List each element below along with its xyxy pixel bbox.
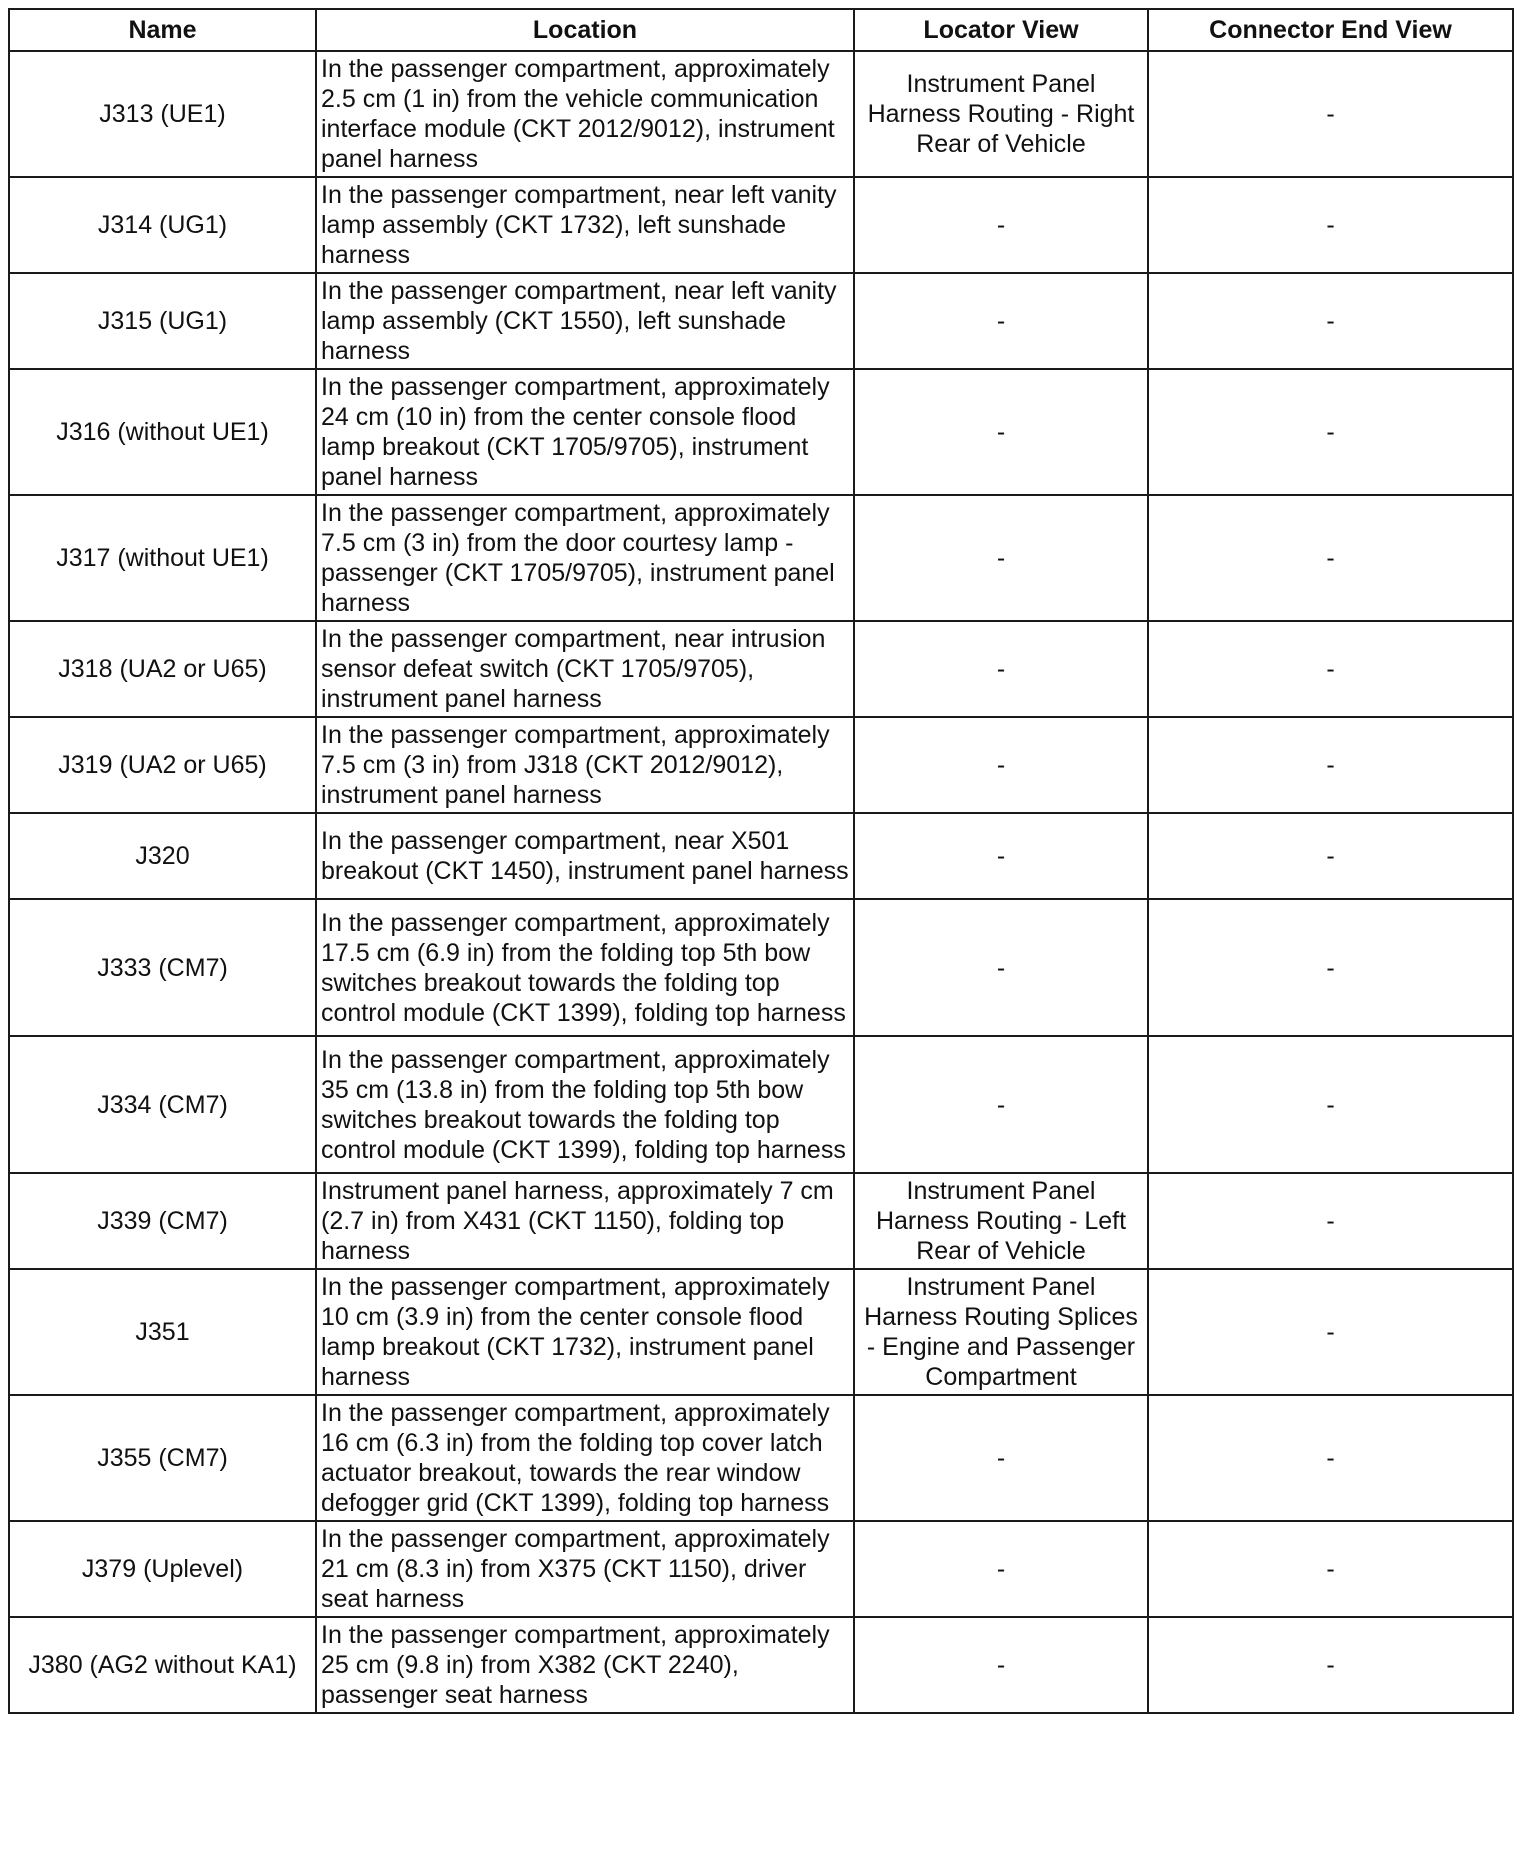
cell-locator-view: Instrument Panel Harness Routing Splices - Engine and Passenger Compartment: [854, 1269, 1148, 1395]
cell-connector-end-view: -: [1148, 1395, 1513, 1521]
cell-locator-view: -: [854, 273, 1148, 369]
table-row: [9, 1521, 1513, 1617]
splice-location-table: [8, 8, 1514, 1714]
cell-name: J318 (UA2 or U65): [9, 621, 316, 717]
cell-location: In the passenger compartment, approximately 35 cm (13.8 in) from the folding top 5th bow switches breakout towards the folding top control module (CKT 1399), folding top harness: [316, 1036, 854, 1173]
table-row: [9, 717, 1513, 813]
cell-connector-end-view: -: [1148, 177, 1513, 273]
table-body: [9, 51, 1513, 1713]
cell-connector-end-view: -: [1148, 813, 1513, 899]
cell-connector-end-view: -: [1148, 495, 1513, 621]
cell-location: In the passenger compartment, approximately 25 cm (9.8 in) from X382 (CKT 2240), passenger seat harness: [316, 1617, 854, 1713]
cell-name: J316 (without UE1): [9, 369, 316, 495]
table-row: [9, 1617, 1513, 1713]
cell-connector-end-view: -: [1148, 1173, 1513, 1269]
table-row: [9, 899, 1513, 1036]
table-row: [9, 621, 1513, 717]
header-row: [9, 9, 1513, 51]
cell-locator-view: -: [854, 1521, 1148, 1617]
cell-location: In the passenger compartment, approximately 10 cm (3.9 in) from the center console flood lamp breakout (CKT 1732), instrument panel harness: [316, 1269, 854, 1395]
table-row: [9, 369, 1513, 495]
table-row: [9, 177, 1513, 273]
header-name: Name: [9, 9, 316, 51]
cell-connector-end-view: -: [1148, 369, 1513, 495]
cell-location: In the passenger compartment, approximately 16 cm (6.3 in) from the folding top cover latch actuator breakout, towards the rear window defogger grid (CKT 1399), folding top harness: [316, 1395, 854, 1521]
table-header: [9, 9, 1513, 51]
cell-name: J320: [9, 813, 316, 899]
cell-name: J351: [9, 1269, 316, 1395]
cell-locator-view: Instrument Panel Harness Routing - Right Rear of Vehicle: [854, 51, 1148, 177]
cell-name: J379 (Uplevel): [9, 1521, 316, 1617]
splice-table-sheet: [8, 8, 1512, 1714]
cell-location: Instrument panel harness, approximately 7 cm (2.7 in) from X431 (CKT 1150), folding top harness: [316, 1173, 854, 1269]
cell-name: J315 (UG1): [9, 273, 316, 369]
cell-name: J333 (CM7): [9, 899, 316, 1036]
cell-locator-view: -: [854, 621, 1148, 717]
cell-location: In the passenger compartment, near left vanity lamp assembly (CKT 1550), left sunshade harness: [316, 273, 854, 369]
table-row: [9, 273, 1513, 369]
cell-name: J380 (AG2 without KA1): [9, 1617, 316, 1713]
table-row: [9, 51, 1513, 177]
cell-connector-end-view: -: [1148, 1036, 1513, 1173]
cell-name: J313 (UE1): [9, 51, 316, 177]
cell-locator-view: -: [854, 1395, 1148, 1521]
cell-location: In the passenger compartment, approximately 7.5 cm (3 in) from J318 (CKT 2012/9012), instrument panel harness: [316, 717, 854, 813]
cell-location: In the passenger compartment, near intrusion sensor defeat switch (CKT 1705/9705), instrument panel harness: [316, 621, 854, 717]
table-row: [9, 1036, 1513, 1173]
cell-location: In the passenger compartment, approximately 17.5 cm (6.9 in) from the folding top 5th bow switches breakout towards the folding top control module (CKT 1399), folding top harness: [316, 899, 854, 1036]
cell-locator-view: Instrument Panel Harness Routing - Left Rear of Vehicle: [854, 1173, 1148, 1269]
table-row: [9, 1395, 1513, 1521]
cell-connector-end-view: -: [1148, 899, 1513, 1036]
cell-name: J355 (CM7): [9, 1395, 316, 1521]
cell-connector-end-view: -: [1148, 1521, 1513, 1617]
cell-locator-view: -: [854, 1617, 1148, 1713]
table-row: [9, 813, 1513, 899]
table-row: [9, 1269, 1513, 1395]
table-row: [9, 1173, 1513, 1269]
cell-connector-end-view: -: [1148, 1617, 1513, 1713]
cell-locator-view: -: [854, 813, 1148, 899]
cell-location: In the passenger compartment, near X501 breakout (CKT 1450), instrument panel harness: [316, 813, 854, 899]
header-locator-view: Locator View: [854, 9, 1148, 51]
cell-locator-view: -: [854, 717, 1148, 813]
cell-location: In the passenger compartment, approximately 2.5 cm (1 in) from the vehicle communication interface module (CKT 2012/9012), instrument panel harness: [316, 51, 854, 177]
cell-locator-view: -: [854, 1036, 1148, 1173]
cell-connector-end-view: -: [1148, 1269, 1513, 1395]
cell-name: J319 (UA2 or U65): [9, 717, 316, 813]
cell-connector-end-view: -: [1148, 51, 1513, 177]
cell-name: J314 (UG1): [9, 177, 316, 273]
cell-locator-view: -: [854, 495, 1148, 621]
cell-connector-end-view: -: [1148, 717, 1513, 813]
header-connector-end-view: Connector End View: [1148, 9, 1513, 51]
cell-location: In the passenger compartment, near left vanity lamp assembly (CKT 1732), left sunshade harness: [316, 177, 854, 273]
header-location: Location: [316, 9, 854, 51]
cell-locator-view: -: [854, 899, 1148, 1036]
table-row: [9, 495, 1513, 621]
cell-location: In the passenger compartment, approximately 21 cm (8.3 in) from X375 (CKT 1150), driver seat harness: [316, 1521, 854, 1617]
cell-locator-view: -: [854, 369, 1148, 495]
cell-name: J334 (CM7): [9, 1036, 316, 1173]
cell-connector-end-view: -: [1148, 273, 1513, 369]
cell-locator-view: -: [854, 177, 1148, 273]
cell-connector-end-view: -: [1148, 621, 1513, 717]
cell-name: J317 (without UE1): [9, 495, 316, 621]
cell-location: In the passenger compartment, approximately 7.5 cm (3 in) from the door courtesy lamp - passenger (CKT 1705/9705), instrument panel harness: [316, 495, 854, 621]
cell-location: In the passenger compartment, approximately 24 cm (10 in) from the center console flood lamp breakout (CKT 1705/9705), instrument panel harness: [316, 369, 854, 495]
cell-name: J339 (CM7): [9, 1173, 316, 1269]
